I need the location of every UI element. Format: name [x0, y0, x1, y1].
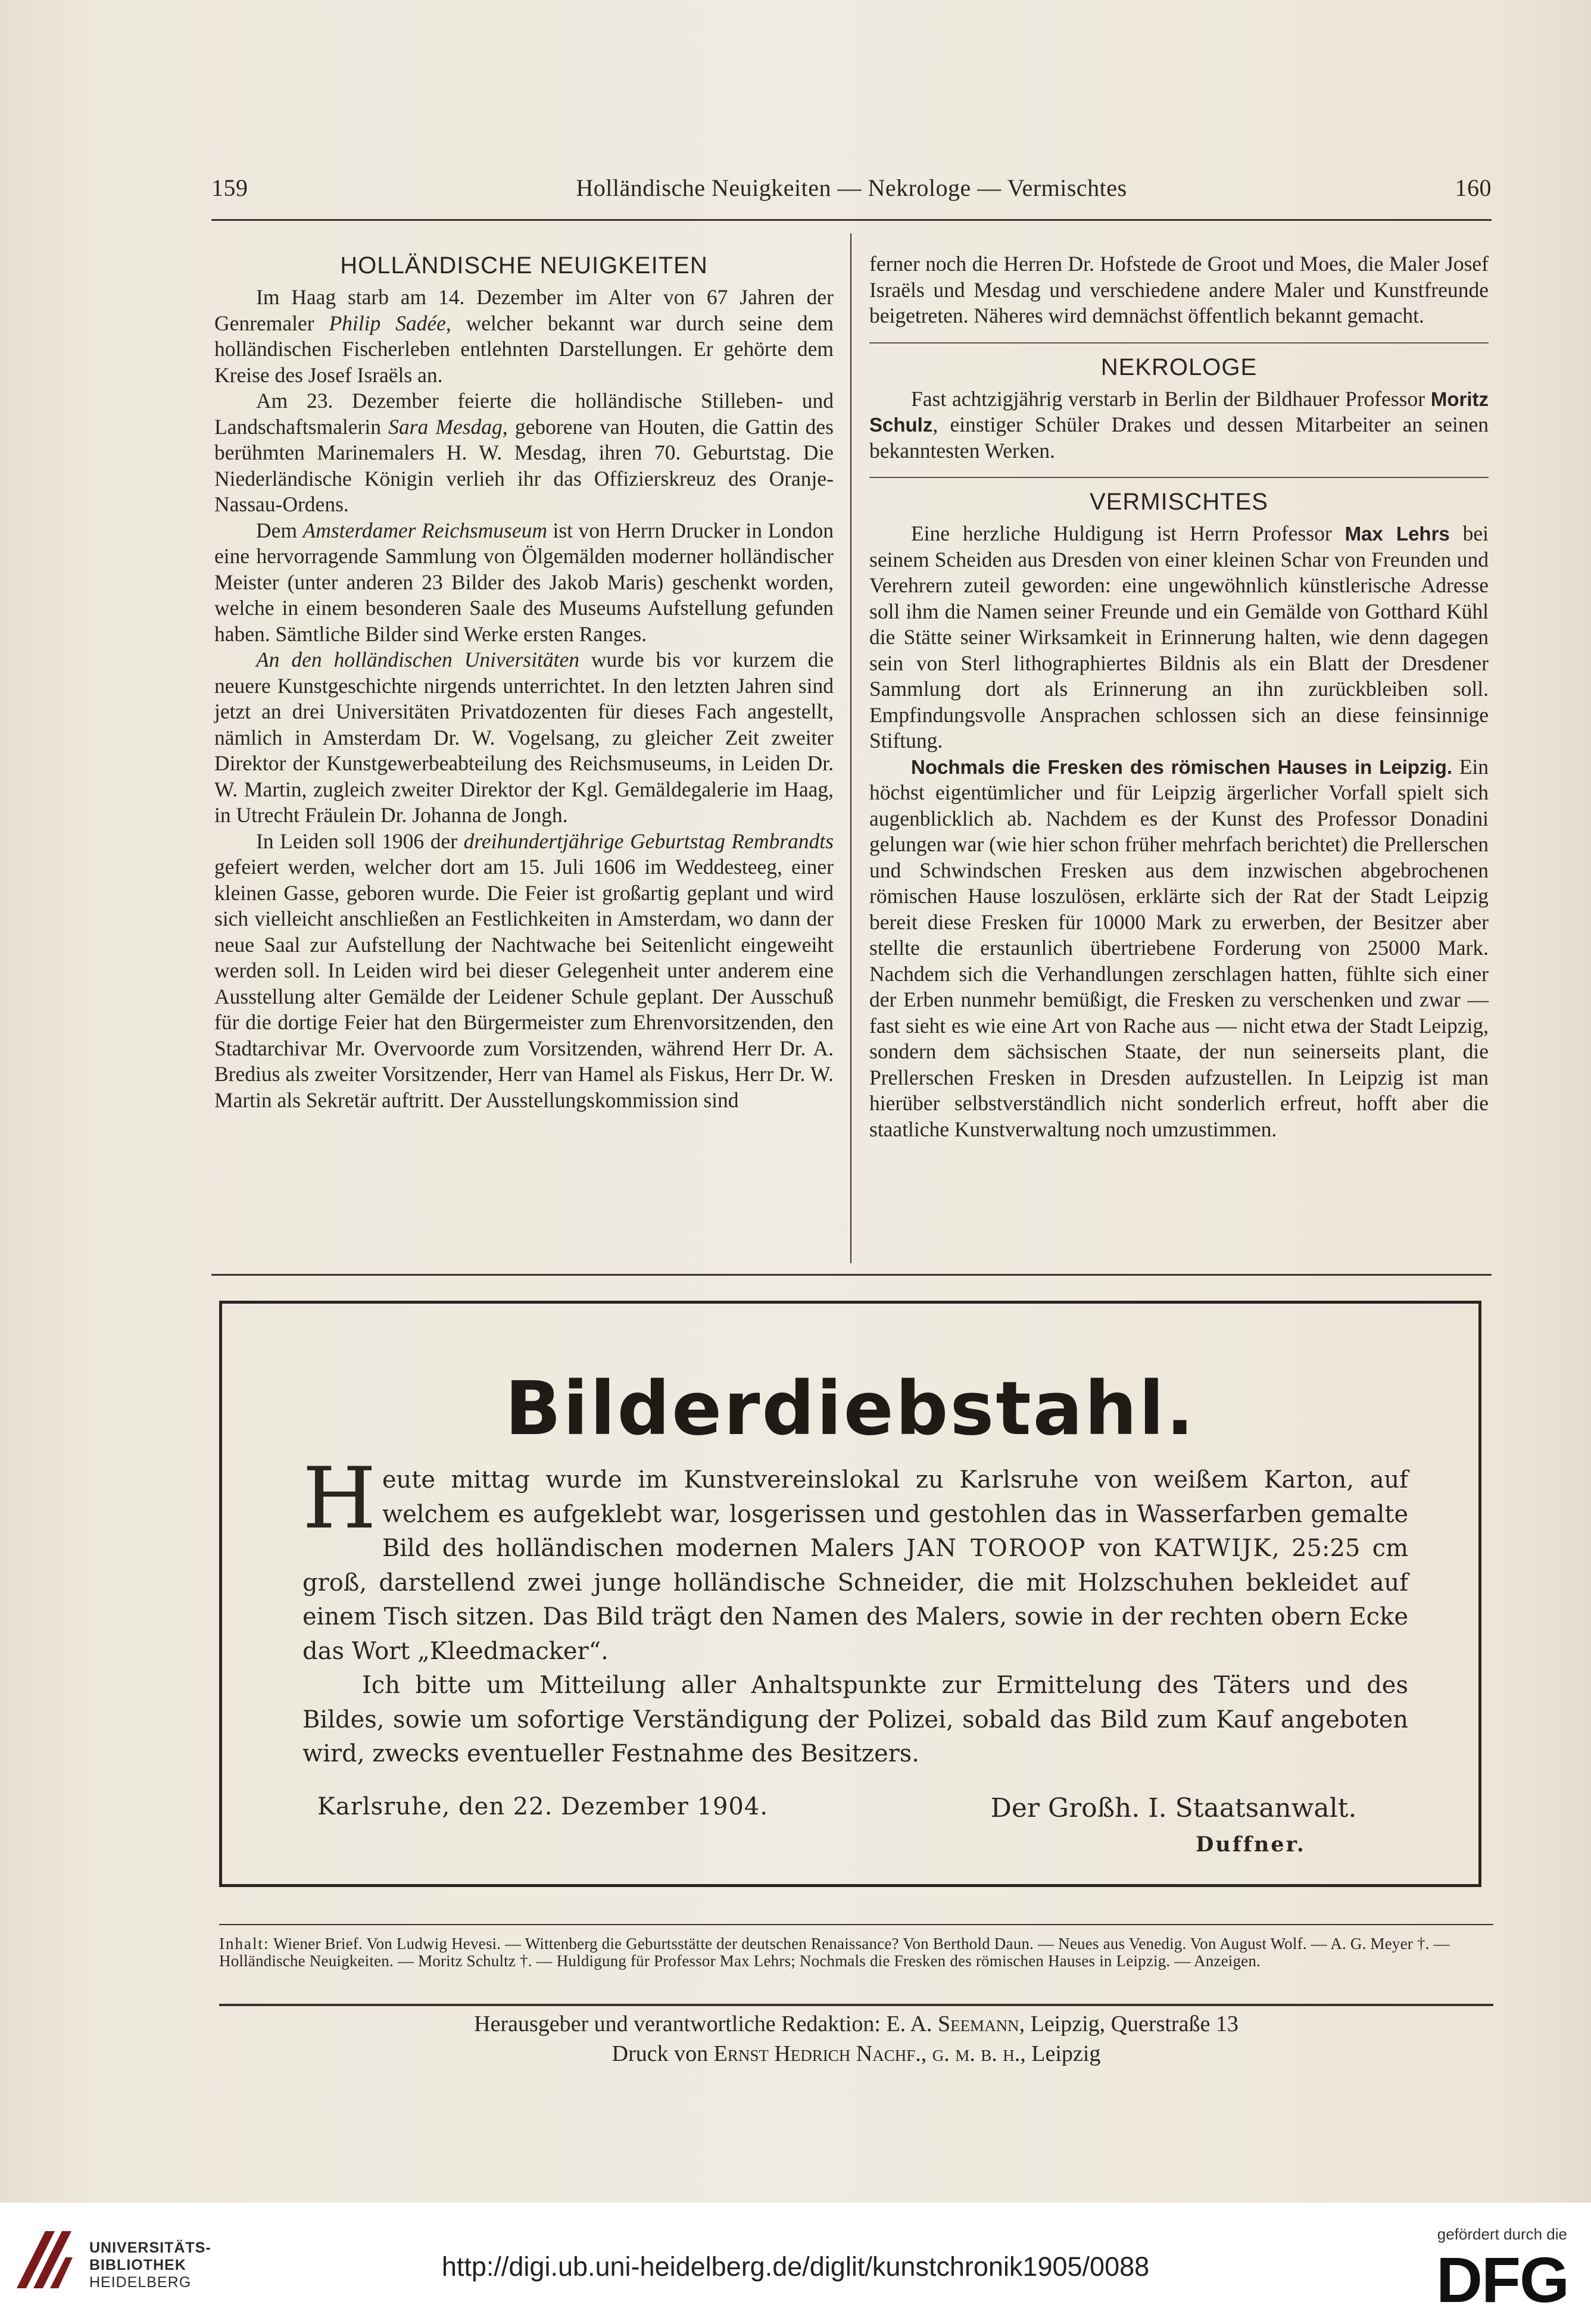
heading-fresken: Nochmals die Fresken des römischen Hauses in Leipzig.: [911, 755, 1453, 778]
advertisement-title: Bilderdiebstahl.: [504, 1366, 1196, 1452]
advertisement-paragraph-1: Heute mittag wurde im Kunstvereinslokal zu Karlsruhe von weißem Karton, auf welchem es aufgeklebt war, losgerissen und gestohlen das in Wasserfarben gemalte Bild des holländischen modernen Malers JAN TOROOP von KATWIJK, 25:25 cm groß, darstellend zwei junge holländische Schneider, die mit Holzschuhen bekleidet auf einem Tisch sitzen. Das Bild trägt den Namen des Malers, sowie in der rechten obern Ecke das Wort „Kleedmacker“.: [302, 1450, 1408, 1665]
paragraph-fresken: Nochmals die Fresken des römischen Hauses in Leipzig. Ein höchst eigentümlicher und für Leipzig ärgerlicher Vorfall spielt sich augenblicklich ab. Nachdem es der Kunst des Professor Donadini gelungen war (wie hier schon früher mehrfach berichtet) die Prellerschen und Schwindschen Fresken aus dem inzwischen abgebrochenen römischen Hause loszulösen, erklärte sich der Rat der Stadt Leipzig bereit diese Fresken für 10000 Mark zu erwerben, der Besitzer aber stellte die erstaunlich übertriebene Forderung von 25000 Mark. Nachdem sich die Verhandlungen zerschlagen hatten, fühlte sich einer der Erben nunmehr bemüßigt, die Fresken zu verschenken und zwar — fast sieht es wie eine Art von Rache aus — nicht etwa der Stadt Leipzig, sondern dem sächsischen Staate, der nun seinerseits plant, die Prellerschen Fresken in Dresden aufzustellen. In Leipzig ist man hierüber selbstverständlich nicht sonderlich erfreut, hofft aber die staatliche Kunstverwaltung noch umzustimmen.: [869, 754, 1489, 1141]
advertisement-signer: Duffner.: [1195, 1832, 1306, 1857]
page-number-left: 159: [211, 174, 248, 201]
name-philip-sadee: Philip Sadée: [329, 311, 446, 335]
dfg-logo[interactable]: DFG: [1436, 2244, 1568, 2316]
section-rule: [869, 477, 1489, 478]
right-column: [869, 251, 1489, 1142]
section-heading-nekrologe: NEKROLOGE: [1100, 354, 1258, 380]
contents-label: Inhalt:: [219, 1935, 270, 1953]
paragraph-continued: ferner noch die Herren Dr. Hofstede de Groot und Moes, die Maler Josef Israëls und Mesdag und verschiedene andere Maler und Kunstfreunde beigetreten. Näheres wird demnächst öffentlich bekannt gemacht.: [869, 252, 1489, 327]
contents-bottom-rule: [219, 2004, 1493, 2006]
name-universitaeten: An den holländischen Universitäten: [256, 648, 579, 671]
name-rembrandt: dreihundertjährige Geburtstag Rembrandts: [463, 829, 834, 853]
name-sara-mesdag: Sara Mesdag: [388, 414, 503, 439]
imprint-line-1: Herausgeber und verantwortliche Redaktion: E. A. Seemann, Leipzig, Querstraße 13: [474, 2011, 1239, 2036]
paragraph-moritz-schulz: Fast achtzigjährig verstarb in Berlin der Bildhauer Professor Moritz Schulz, einstiger Schüler Drakes und dessen Mitarbeiter an seinen bekanntesten Werken.: [869, 386, 1489, 463]
funded-by-label: gefördert durch die: [1437, 2225, 1567, 2243]
advertisement-paragraph-2: Ich bitte um Mitteilung aller Anhaltspunkte zur Ermittelung des Täters und des Bildes, sowie um sofortige Verständigung der Polizei, sobald das Bild zum Kauf angeboten wird, zwecks eventueller Festnahme des Besitzers.: [302, 1672, 1408, 1767]
running-title: Holländische Neuigkeiten — Nekrologe — Vermischtes: [576, 174, 1127, 201]
columns-bottom-rule: [211, 1274, 1492, 1276]
section-heading-hollaendische: HOLLÄNDISCHE NEUIGKEITEN: [340, 252, 708, 279]
permalink-url[interactable]: http://digi.ub.uni-heidelberg.de/diglit/kunstchronik1905/0088: [441, 2251, 1150, 2282]
table-of-contents: [219, 1935, 1493, 1970]
advertisement-signature: Der Großh. I. Staatsanwalt.: [990, 1793, 1357, 1823]
paragraph-mesdag: Am 23. Dezember feierte die holländische Stilleben- und Landschaftsmalerin Sara Mesdag, geborene van Houten, die Gattin des berühmten Marinemalers H. W. Mesdag, ihren 70. Geburtstag. Die Niederländische Königin verlieh ihr das Offizierskreuz des Oranje-Nassau-Ordens.: [214, 389, 834, 516]
painter-place: KATWIJK: [1153, 1535, 1272, 1562]
digital-library-footer: [0, 2203, 1591, 2324]
section-rule: [869, 342, 1489, 343]
header-rule: [211, 219, 1492, 221]
paragraph-reichsmuseum: Dem Amsterdamer Reichsmuseum ist von Herrn Drucker in London eine hervorragende Sammlung von Ölgemälden moderner holländischer Meister (unter anderen 23 Bilder des Jakob Maris) geschenkt worden, welche in einem besonderen Saale des Museums Aufstellung gefunden haben. Sämtliche Bilder sind Werke ersten Ranges.: [214, 518, 834, 646]
advertisement-date: Karlsruhe, den 22. Dezember 1904.: [317, 1793, 769, 1820]
contents-top-rule: [219, 1924, 1493, 1925]
imprint-line-2: Druck von Ernst Hedrich Nachf., g. m. b. h., Leipzig: [612, 2041, 1101, 2066]
column-divider: [850, 233, 851, 1263]
left-column: [214, 250, 834, 1113]
section-heading-vermischtes: VERMISCHTES: [1090, 489, 1268, 515]
name-moritz-schulz: Moritz Schulz: [869, 388, 1489, 436]
painter-name: JAN TOROOP: [906, 1535, 1087, 1562]
paragraph-max-lehrs: Eine herzliche Huldigung ist Herrn Professor Max Lehrs bei seinem Scheiden aus Dresden von einer kleinen Schar von Freunden und Verehrern zuteil geworden: eine ungewöhnlich künstlerische Adresse soll ihm die Namen seiner Freunde und ein Gemälde von Gotthard Kühl die Stätte seiner Wirksamkeit in Erinnerung halten, wie denn dagegen sein von Sterl lithographiertes Bildnis als ein Blatt der Dresdener Sammlung dort als Erinnerung an ihn zurückbleiben soll. Empfindungsvolle Ansprachen schlossen sich an diese feinsinnige Stiftung.: [869, 521, 1489, 752]
paragraph-sadee: Im Haag starb am 14. Dezember im Alter von 67 Jahren der Genremaler Philip Sadée, welcher bekannt war durch seine dem holländischen Fischerleben entlehnten Darstellungen. Er gehörte dem Kreise des Josef Israëls an.: [214, 285, 834, 387]
advertisement-body: [302, 1450, 1408, 1772]
paragraph-universitaeten: An den holländischen Universitäten wurde bis vor kurzem die neuere Kunstgeschichte nirgends unterrichtet. In den letzten Jahren sind jetzt an drei Universitäten Privatdozenten für dieses Fach angestellt, nämlich in Amsterdam Dr. W. Vogelsang, zu gleicher Zeit zweiter Direktor der Kunstgewerbeabteilung des Reichsmuseums, in Leiden Dr. W. Martin, zugleich zweiter Direktor der Kgl. Gemäldegalerie im Haag, in Utrecht Fräulein Dr. Johanna de Jongh.: [214, 648, 834, 827]
name-reichsmuseum: Amsterdamer Reichsmuseum: [302, 518, 547, 542]
advertisement-box: [219, 1301, 1481, 1887]
library-name[interactable]: UNIVERSITÄTS- BIBLIOTHEK HEIDELBERG: [89, 2239, 211, 2291]
drop-cap: H: [302, 1450, 376, 1548]
contents-text: Wiener Brief. Von Ludwig Hevesi. — Wittenberg die Geburtsstätte der deutschen Renaissance? Von Berthold Daun. — Neues aus Venedig. Von August Wolf. — A. G. Meyer †. — Holländische Neuigkeiten. — Moritz Schultz †. — Huldigung für Professor Max Lehrs; Nochmals die Fresken des römischen Hauses in Leipzig. — Anzeigen.: [219, 1935, 1450, 1970]
name-max-lehrs: Max Lehrs: [1344, 523, 1450, 545]
running-header: [211, 174, 1492, 210]
page-number-right: 160: [1455, 174, 1492, 201]
paragraph-rembrandt: In Leiden soll 1906 der dreihundertjährige Geburtstag Rembrandts gefeiert werden, welcher dort am 15. Juli 1606 im Weddesteeg, einer kleinen Gasse, geboren wurde. Die Feier ist großartig geplant und wird sich vielleicht anschließen an Festlichkeiten in Amsterdam, wo dann der neue Saal zur Aufstellung der Nachtwache bei Seitenlicht eingeweiht werden soll. In Leiden wird bei dieser Gelegenheit unter anderem eine Ausstellung alter Gemälde der Leidener Schule geplant. Der Ausschuß für die dortige Feier hat den Bürgermeister zum Ehrenvorsitzenden, den Stadtarchivar Mr. Overvoorde zum Vorsitzenden, während Herr Dr. A. Bredius als zweiter Vorsitzender, Herr van Hamel als Fiskus, Herr Dr. W. Martin als Sekretär auftritt. Der Ausstellungskommission sind: [214, 829, 834, 1112]
